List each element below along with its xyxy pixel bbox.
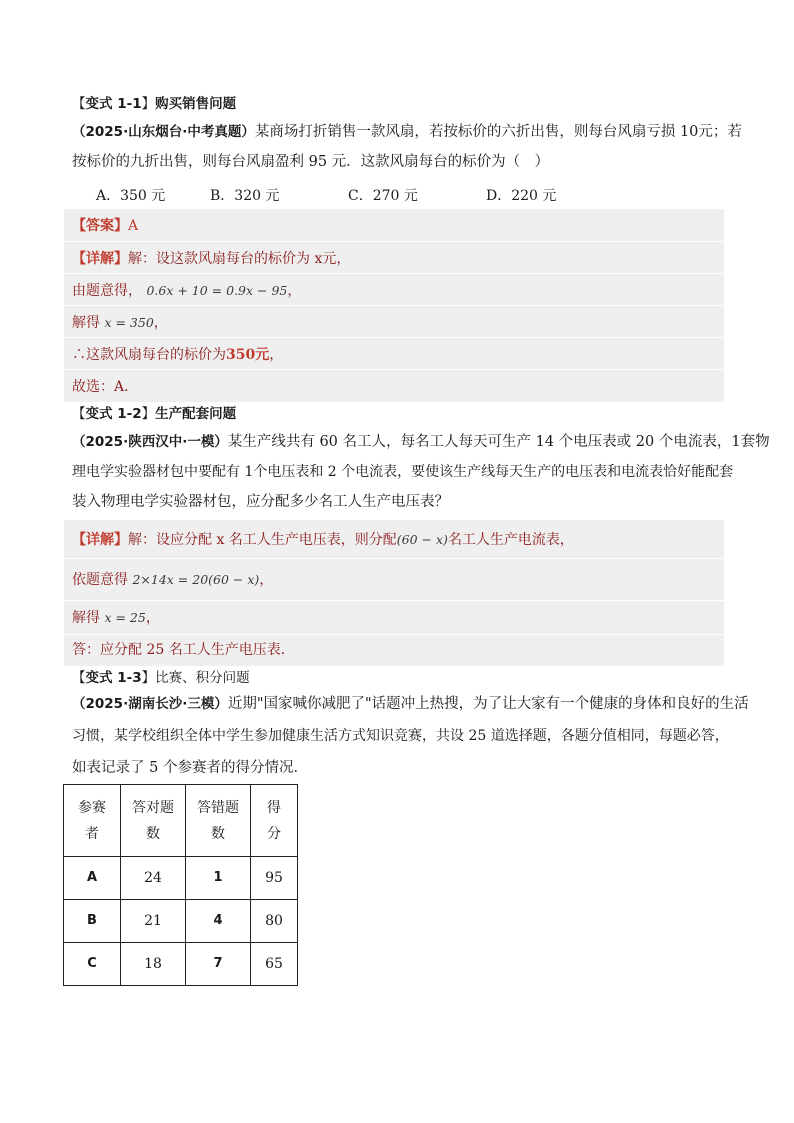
table-header-row [64, 785, 298, 857]
equation: x = 25 [104, 610, 146, 625]
question-1-line-2: 按标价的九折出售，则每台风扇盈利 95 元．这款风扇每台的标价为（ ） [72, 154, 550, 170]
equation: (60 − x) [396, 532, 448, 547]
question-text: 近期"国家喊你减肥了"话题冲上热搜，为了让大家有一个健康的身体和良好的生活 [227, 696, 749, 712]
divider [64, 634, 724, 635]
score-table [63, 784, 298, 986]
divider [64, 337, 724, 338]
detail-label: 【详解】 [72, 532, 128, 548]
question-2-line-1 [72, 432, 770, 452]
bracket-close: 】 [141, 406, 156, 422]
option-b: B．320 元 [210, 188, 280, 204]
table-cell: 24 [121, 857, 186, 900]
table-cell: 21 [121, 900, 186, 943]
header-cell [251, 785, 298, 857]
section-title-1-3 [72, 668, 250, 688]
option-c: C．270 元 [348, 188, 418, 204]
question-1-line-1 [72, 122, 742, 142]
detail-row-4 [72, 345, 283, 365]
table-cell: A [64, 857, 121, 900]
section-tag: 变式 1-1 [85, 96, 142, 112]
table-cell: B [64, 900, 121, 943]
detail-row-5: 故选：A． [72, 379, 139, 395]
question-3-line-1 [72, 694, 749, 714]
detail-text: ， [145, 610, 160, 626]
header-text: 答对题 [132, 799, 174, 816]
section-title-1-1 [72, 94, 236, 114]
section-title-text: 生产配套问题 [155, 406, 237, 422]
header-text: 参赛 [78, 799, 106, 816]
section-title-text: 比赛、积分问题 [155, 670, 250, 686]
question-3-line-3: 如表记录了 5 个参赛者的得分情况． [72, 760, 308, 776]
divider [64, 600, 724, 601]
divider [64, 369, 724, 370]
divider [64, 273, 724, 274]
detail-text: ， [287, 283, 302, 299]
table-cell: 1 [186, 857, 251, 900]
bracket-close: 】 [141, 670, 156, 686]
equation: 2×14x = 20(60 − x) [132, 572, 260, 587]
question-2-line-3: 装入物理电学实验器材包，应分配多少名工人生产电压表？ [72, 494, 449, 510]
section-title-1-2 [72, 404, 236, 424]
answer-row [72, 216, 138, 236]
header-cell [186, 785, 251, 857]
detail-text: 依题意得 [72, 572, 128, 588]
divider [64, 305, 724, 306]
header-cell [64, 785, 121, 857]
detail-row-1 [72, 530, 574, 550]
detail-value: 350元 [226, 347, 270, 363]
detail-text: ∴这款风扇每台的标价为 [72, 347, 226, 363]
bracket-open: 【 [72, 96, 86, 112]
header-text: 答错题 [197, 799, 239, 816]
header-text: 分 [267, 825, 281, 842]
table-cell: 95 [251, 857, 298, 900]
header-cell [121, 785, 186, 857]
detail-row-3 [72, 313, 168, 333]
header-text: 者 [85, 825, 99, 842]
detail-text: 由题意得， [72, 283, 142, 299]
question-text: 某商场打折销售一款风扇，若按标价的六折出售，则每台风扇亏损 10元；若 [254, 124, 742, 140]
table-cell: C [64, 943, 121, 986]
question-3-line-2: 习惯，某学校组织全体中学生参加健康生活方式知识竞赛，共设 25 道选择题，各题分值相同，每题必答， [72, 728, 729, 744]
table-cell: 7 [186, 943, 251, 986]
detail-label: 【详解】 [72, 251, 128, 267]
equation: x = 350 [104, 315, 154, 330]
header-text: 数 [146, 825, 160, 842]
question-2-line-2: 理电学实验器材包中要配有 1个电压表和 2 个电流表，要使该生产线每天生产的电压表和电流表恰好能配套 [72, 464, 734, 480]
detail-text: 解：设应分配 x 名工人生产电压表，则分配 [128, 532, 397, 548]
section-title-text: 购买销售问题 [155, 96, 237, 112]
question-source: （2025·山东烟台·中考真题） [72, 124, 255, 140]
question-source: （2025·陕西汉中·一模） [72, 434, 228, 450]
question-text: 某生产线共有 60 名工人，每名工人每天可生产 14 个电压表或 20 个电流表，1套物 [227, 434, 770, 450]
table-row [64, 857, 298, 900]
detail-text: 名工人生产电流表， [447, 532, 574, 548]
option-d: D．220 元 [486, 188, 557, 204]
option-a: A．350 元 [96, 188, 166, 204]
section-tag: 变式 1-2 [85, 406, 142, 422]
answer-label: 【答案】 [72, 218, 128, 234]
detail-text: ， [269, 347, 284, 363]
detail-text: 解得 [72, 610, 100, 626]
equation: 0.6x + 10 = 0.9x − 95 [146, 283, 288, 298]
detail-row-1 [72, 249, 350, 269]
detail-row-2 [72, 570, 273, 590]
detail-text: ， [153, 315, 168, 331]
bracket-open: 【 [72, 406, 86, 422]
detail-row-4: 答：应分配 25 名工人生产电压表． [72, 642, 295, 658]
bracket-close: 】 [141, 96, 156, 112]
bracket-open: 【 [72, 670, 86, 686]
header-text: 得 [267, 799, 281, 816]
table-cell: 80 [251, 900, 298, 943]
detail-text: 解得 [72, 315, 100, 331]
header-text: 数 [211, 825, 225, 842]
table-row [64, 943, 298, 986]
detail-row-3 [72, 608, 160, 628]
detail-text: 解：设这款风扇每台的标价为 x元， [128, 251, 351, 267]
divider [64, 558, 724, 559]
table-cell: 65 [251, 943, 298, 986]
table-row [64, 900, 298, 943]
question-source: （2025·湖南长沙·三模） [72, 696, 228, 712]
table-cell: 4 [186, 900, 251, 943]
detail-text: ， [259, 572, 274, 588]
section-tag: 变式 1-3 [85, 670, 142, 686]
answer-value: A [128, 218, 139, 234]
table-cell: 18 [121, 943, 186, 986]
divider [64, 241, 724, 242]
detail-row-2 [72, 281, 301, 301]
